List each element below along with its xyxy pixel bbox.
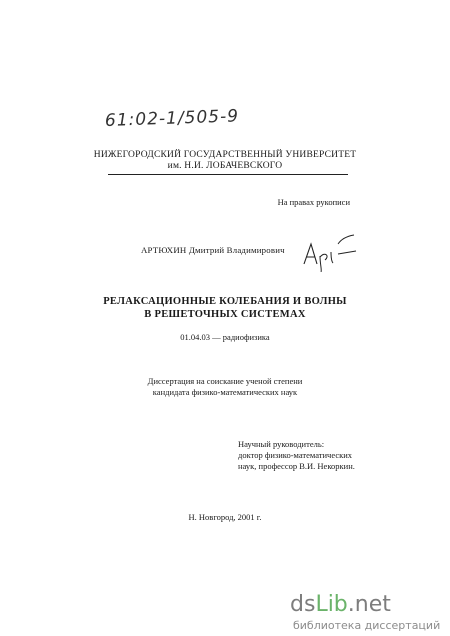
- author-name: АРТЮХИН Дмитрий Владимирович: [141, 245, 285, 255]
- dslib-watermark: [290, 594, 450, 632]
- degree-line1: Диссертация на соискание ученой степени: [147, 376, 303, 386]
- university-named-after: им. Н.И. ЛОБАЧЕВСКОГО: [167, 161, 283, 171]
- dissertation-title-line2: В РЕШЕТОЧНЫХ СИСТЕМАХ: [144, 309, 306, 320]
- degree-line2: кандидата физико-математических наук: [152, 387, 298, 397]
- city-year: Н. Новгород, 2001 г.: [188, 512, 262, 522]
- university-name: НИЖЕГОРОДСКИЙ ГОСУДАРСТВЕННЫЙ УНИВЕРСИТЕТ: [93, 150, 357, 160]
- rights-note: На правах рукописи: [277, 197, 350, 207]
- adviser-label: Научный руководитель:: [238, 439, 325, 449]
- specialty: 01.04.03 — радиофизика: [180, 332, 270, 342]
- archive-number: 61:02-1/505-9: [104, 106, 240, 131]
- adviser-name: наук, профессор В.И. Некоркин.: [238, 461, 355, 471]
- dissertation-title-line1: РЕЛАКСАЦИОННЫЕ КОЛЕБАНИЯ И ВОЛНЫ: [103, 296, 347, 307]
- dslib-logo: dsLib.net: [290, 592, 391, 617]
- header-divider: [108, 174, 348, 175]
- dslib-subtitle: библиотека диссертаций: [293, 619, 441, 632]
- author-signature: [298, 232, 358, 277]
- adviser-degree: доктор физико-математических: [238, 450, 353, 460]
